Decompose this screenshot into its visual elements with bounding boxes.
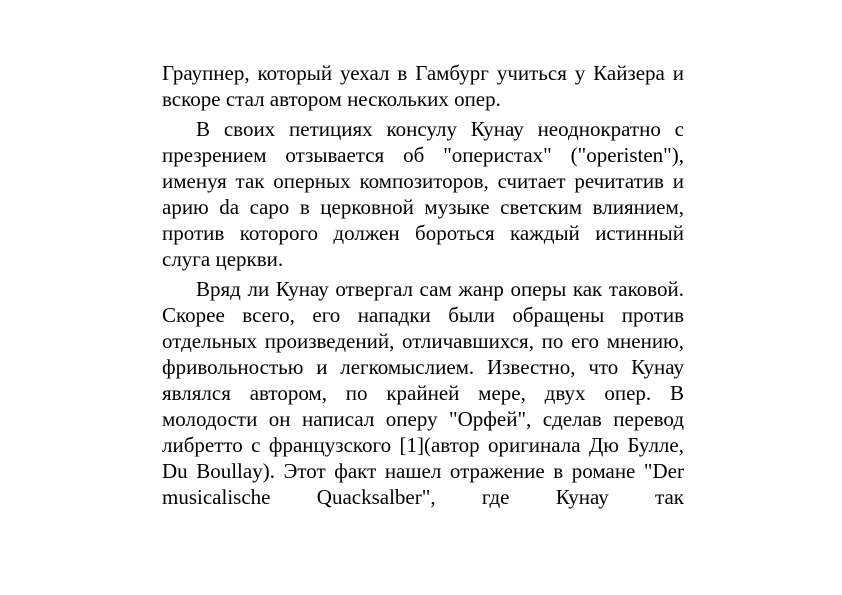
body-text [162, 60, 684, 510]
paragraph-continuation: Граупнер, который уехал в Гамбург учиться у Кайзера и вскоре стал автором нескольких опер. [162, 61, 684, 111]
paragraph-opera-genre: Вряд ли Кунау отвергал сам жанр оперы как таковой. Скорее всего, его нападки были обращены против отдельных произведений, отличавшихся, по его мнению, фривольностью и легкомыслием. Известно, что Кунау являлся автором, по крайней мере, двух опер. В молодости он написал оперу "Орфей", сделав перевод либретто с французского [1](автор оригинала Дю Булле, Du Boullay). Этот факт нашел отражение в романе "Der musicalische Quacksalber", где Кунау так [162, 277, 684, 509]
paragraph-petitions: В своих петициях консулу Кунау неоднократно с презрением отзывается об "оперистах" ("operisten"), именуя так оперных композиторов, считает речитатив и арию da capo в церковной музыке светским влиянием, против которого должен бороться каждый истинный слуга церкви. [162, 117, 684, 271]
